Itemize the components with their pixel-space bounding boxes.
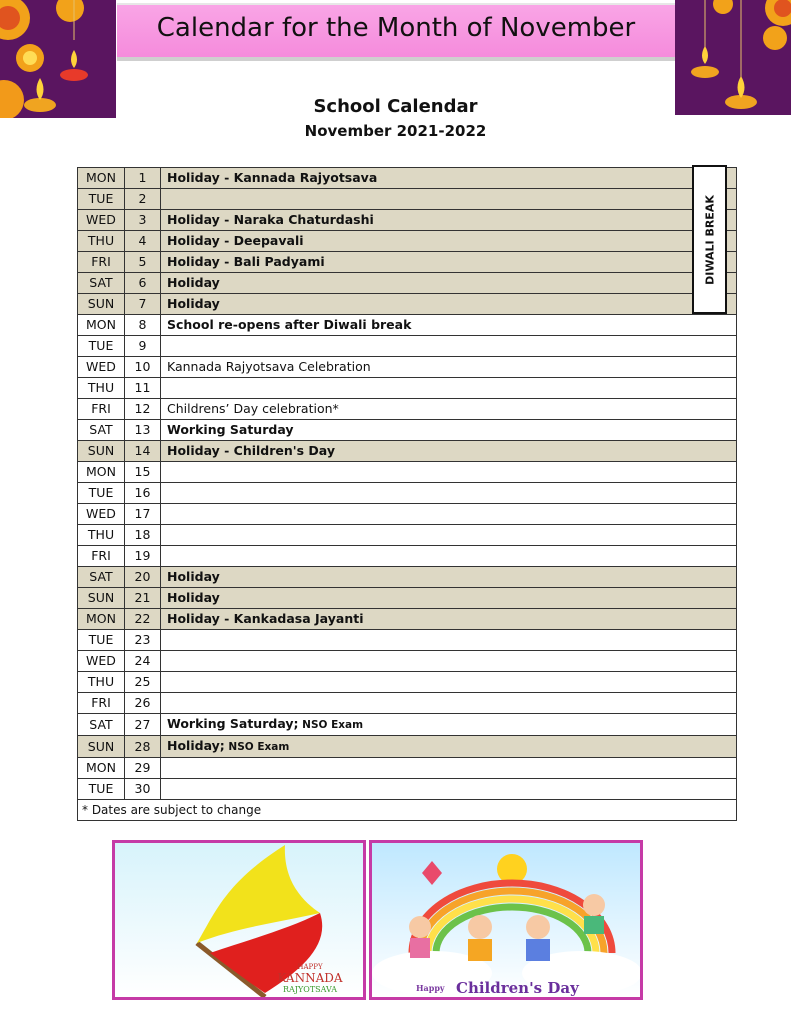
event-cell <box>161 567 737 588</box>
event-text: Holiday - Deepavali <box>167 233 304 248</box>
page-title: School Calendar <box>313 96 478 117</box>
date-cell: 24 <box>125 651 161 672</box>
date-cell: 5 <box>125 252 161 273</box>
calendar-row <box>78 294 737 315</box>
weekday-cell: WED <box>78 504 125 525</box>
calendar-row <box>78 736 737 758</box>
calendar-row <box>78 546 737 567</box>
event-cell <box>161 651 737 672</box>
event-cell <box>161 210 737 231</box>
event-cell <box>161 294 737 315</box>
calendar-row <box>78 210 737 231</box>
calendar-row <box>78 399 737 420</box>
event-extra-text: NSO Exam <box>298 719 364 731</box>
event-text: School re-opens after Diwali break <box>167 317 412 332</box>
event-cell <box>161 588 737 609</box>
date-cell: 18 <box>125 525 161 546</box>
footnote-row <box>78 800 737 821</box>
date-cell: 15 <box>125 462 161 483</box>
event-text: Holiday - Kannada Rajyotsava <box>167 170 378 185</box>
weekday-cell: SAT <box>78 714 125 736</box>
calendar-row <box>78 189 737 210</box>
weekday-cell: MON <box>78 315 125 336</box>
children-illustration-icon <box>372 843 640 997</box>
weekday-cell: SUN <box>78 441 125 462</box>
weekday-cell: SUN <box>78 736 125 758</box>
date-cell: 30 <box>125 779 161 800</box>
date-cell: 23 <box>125 630 161 651</box>
event-cell <box>161 693 737 714</box>
weekday-cell: MON <box>78 758 125 779</box>
event-cell <box>161 758 737 779</box>
weekday-cell: FRI <box>78 252 125 273</box>
weekday-cell: MON <box>78 462 125 483</box>
event-text: Holiday - Bali Padyami <box>167 254 325 269</box>
calendar-row <box>78 779 737 800</box>
weekday-cell: SUN <box>78 588 125 609</box>
date-cell: 20 <box>125 567 161 588</box>
date-cell: 12 <box>125 399 161 420</box>
weekday-cell: WED <box>78 357 125 378</box>
event-cell <box>161 736 737 758</box>
calendar-row <box>78 231 737 252</box>
calendar-row <box>78 483 737 504</box>
weekday-cell: TUE <box>78 189 125 210</box>
calendar-row <box>78 567 737 588</box>
weekday-cell: THU <box>78 231 125 252</box>
event-cell <box>161 357 737 378</box>
weekday-cell: TUE <box>78 336 125 357</box>
event-cell <box>161 441 737 462</box>
calendar-row <box>78 714 737 736</box>
childrens-caption-main: Children's Day <box>456 979 579 997</box>
weekday-cell: SUN <box>78 294 125 315</box>
event-cell <box>161 779 737 800</box>
event-cell <box>161 399 737 420</box>
header-banner <box>117 3 675 57</box>
date-cell: 26 <box>125 693 161 714</box>
childrens-caption-small: Happy <box>416 983 445 993</box>
date-cell: 27 <box>125 714 161 736</box>
weekday-cell: FRI <box>78 546 125 567</box>
weekday-cell: WED <box>78 210 125 231</box>
event-cell <box>161 525 737 546</box>
event-cell <box>161 378 737 399</box>
date-cell: 22 <box>125 609 161 630</box>
weekday-cell: TUE <box>78 630 125 651</box>
event-text: Childrens’ Day celebration* <box>167 401 339 416</box>
date-cell: 4 <box>125 231 161 252</box>
date-cell: 3 <box>125 210 161 231</box>
event-cell <box>161 336 737 357</box>
banner-title: Calendar for the Month of November <box>156 13 636 43</box>
event-cell <box>161 231 737 252</box>
event-text: Holiday <box>167 275 220 290</box>
date-cell: 2 <box>125 189 161 210</box>
calendar-row <box>78 693 737 714</box>
calendar-row <box>78 420 737 441</box>
weekday-cell: SAT <box>78 273 125 294</box>
event-text: Holiday <box>167 590 220 605</box>
event-text: Holiday - Kankadasa Jayanti <box>167 611 364 626</box>
diwali-break-box <box>692 165 727 314</box>
weekday-cell: SAT <box>78 567 125 588</box>
kannada-rajyotsava-image <box>112 840 366 1000</box>
event-cell <box>161 273 737 294</box>
event-text: Kannada Rajyotsava Celebration <box>167 359 371 374</box>
event-text: Holiday - Naraka Chaturdashi <box>167 212 374 227</box>
date-cell: 29 <box>125 758 161 779</box>
date-cell: 28 <box>125 736 161 758</box>
date-cell: 1 <box>125 168 161 189</box>
calendar-row <box>78 336 737 357</box>
calendar-row <box>78 525 737 546</box>
calendar-row <box>78 273 737 294</box>
calendar-table <box>77 167 737 821</box>
calendar-row <box>78 630 737 651</box>
date-cell: 14 <box>125 441 161 462</box>
calendar-row <box>78 588 737 609</box>
event-text: Working Saturday <box>167 422 294 437</box>
date-cell: 7 <box>125 294 161 315</box>
date-cell: 21 <box>125 588 161 609</box>
date-cell: 11 <box>125 378 161 399</box>
event-text: Holiday <box>167 569 220 584</box>
weekday-cell: THU <box>78 525 125 546</box>
footnote: * Dates are subject to change <box>78 800 737 821</box>
weekday-cell: SAT <box>78 420 125 441</box>
date-cell: 9 <box>125 336 161 357</box>
childrens-day-image <box>369 840 643 1000</box>
event-cell <box>161 546 737 567</box>
date-cell: 25 <box>125 672 161 693</box>
calendar-row <box>78 504 737 525</box>
event-cell <box>161 504 737 525</box>
calendar-row <box>78 651 737 672</box>
weekday-cell: FRI <box>78 693 125 714</box>
event-cell <box>161 462 737 483</box>
calendar-row <box>78 378 737 399</box>
weekday-cell: TUE <box>78 779 125 800</box>
event-text: Working Saturday; <box>167 716 299 731</box>
weekday-cell: TUE <box>78 483 125 504</box>
date-cell: 8 <box>125 315 161 336</box>
event-text: Holiday; <box>167 738 225 753</box>
weekday-cell: THU <box>78 672 125 693</box>
event-cell <box>161 609 737 630</box>
event-cell <box>161 315 737 336</box>
date-cell: 13 <box>125 420 161 441</box>
calendar-row <box>78 252 737 273</box>
weekday-cell: WED <box>78 651 125 672</box>
event-cell <box>161 420 737 441</box>
date-cell: 19 <box>125 546 161 567</box>
event-extra-text: NSO Exam <box>224 741 290 753</box>
date-cell: 16 <box>125 483 161 504</box>
kannada-caption-top: HAPPY <box>297 963 323 971</box>
weekday-cell: MON <box>78 609 125 630</box>
calendar-row <box>78 672 737 693</box>
event-cell <box>161 672 737 693</box>
calendar-row <box>78 357 737 378</box>
weekday-cell: MON <box>78 168 125 189</box>
weekday-cell: FRI <box>78 399 125 420</box>
calendar-row <box>78 609 737 630</box>
date-cell: 6 <box>125 273 161 294</box>
date-cell: 17 <box>125 504 161 525</box>
calendar-row <box>78 168 737 189</box>
diwali-break-label: DIWALI BREAK <box>703 194 716 285</box>
calendar-row <box>78 758 737 779</box>
calendar-row <box>78 441 737 462</box>
event-cell <box>161 714 737 736</box>
calendar-row <box>78 462 737 483</box>
kannada-caption-bottom: RAJYOTSAVA <box>282 985 338 994</box>
event-cell <box>161 252 737 273</box>
event-cell <box>161 483 737 504</box>
event-text: Holiday <box>167 296 220 311</box>
kannada-caption-main: KANNADA <box>277 971 343 985</box>
date-cell: 10 <box>125 357 161 378</box>
event-cell <box>161 189 737 210</box>
weekday-cell: THU <box>78 378 125 399</box>
page-subtitle: November 2021-2022 <box>304 122 487 140</box>
calendar-row <box>78 315 737 336</box>
event-text: Holiday - Children's Day <box>167 443 335 458</box>
event-cell <box>161 630 737 651</box>
event-cell <box>161 168 737 189</box>
